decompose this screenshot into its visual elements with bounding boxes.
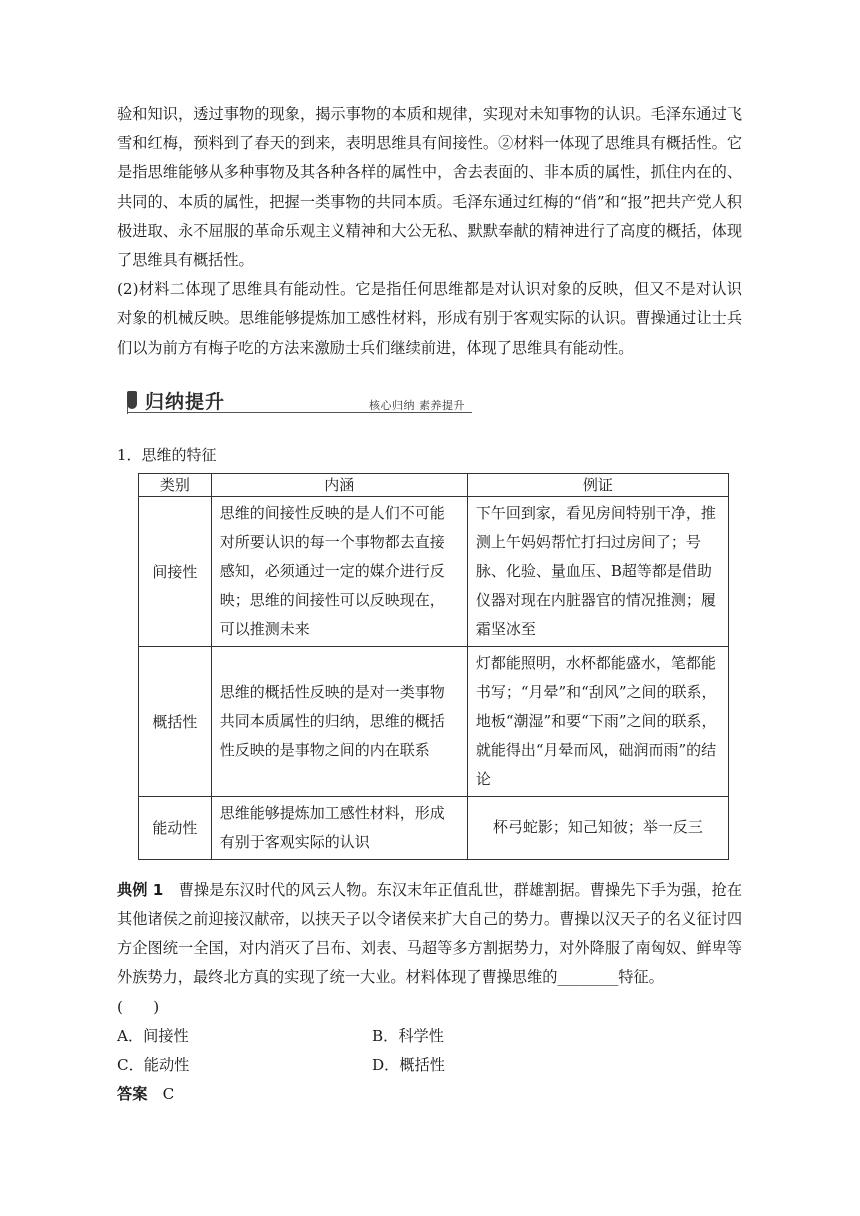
row-category: 间接性 — [139, 496, 212, 646]
row-category: 能动性 — [139, 796, 212, 859]
list-heading: 1．思维的特征 — [117, 445, 217, 464]
row-example: 灯都能照明，水杯都能盛水，笔都能书写；“月晕”和“刮风”之间的联系，地板“潮湿”和要“下雨”之间的联系，就能得出“月晕而风，础润而雨”的结论 — [475, 653, 717, 788]
answer-value: C — [162, 1084, 175, 1103]
table-header-row — [139, 473, 729, 496]
header-example: 例证 — [467, 473, 728, 496]
row-example: 下午回到家，看见房间特别干净，推测上午妈妈帮忙打扫过房间了；号脉、化验、量血压、B超等都是借助仪器对现在内脏器官的情况推测；履霜坚冰至 — [475, 503, 716, 638]
option-a[interactable]: A．间接性 — [117, 1026, 189, 1045]
row-meaning: 思维的间接性反映的是人们不可能对所要认识的每一个事物都去直接感知，必须通过一定的媒介进行反映；思维的间接性可以反映现在，可以推测未来 — [219, 503, 445, 638]
table-row — [139, 496, 729, 646]
example-label: 典例 1 — [117, 880, 164, 899]
header-meaning: 内涵 — [211, 473, 467, 496]
pen-icon — [127, 391, 137, 409]
answer-label: 答案 — [117, 1084, 148, 1103]
row-meaning: 思维能够提炼加工感性材料，形成有别于客观实际的认识 — [219, 803, 445, 851]
row-category: 概括性 — [139, 646, 212, 796]
table-row — [139, 646, 729, 796]
section-header — [117, 387, 742, 421]
intro-paragraph-1: 验和知识，透过事物的现象，揭示事物的本质和规律，实现对未知事物的认识。毛泽东通过飞雪和红梅，预料到了春天的到来，表明思维具有间接性。②材料一体现了思维具有概括性。它是指思维能够从多种事物及其各种各样的属性中，舍去表面的、非本质的属性，抓住内在的、共同的、本质的属性，把握一类事物的共同本质。毛泽东通过红梅的“俏”和“报”把共产党人积极进取、永不屈服的革命乐观主义精神和大公无私、默默奉献的精神进行了高度的概括，体现了思维具有概括性。 — [117, 105, 742, 270]
answer-bracket: ( ) — [117, 997, 160, 1016]
example-text: 曹操是东汉时代的风云人物。东汉末年正值乱世，群雄割据。曹操先下手为强，抢在其他诸侯之前迎接汉献帝，以挟天子以令诸侯来扩大自己的势力。曹操以汉天子的名义征讨四方企图统一全国，对内消灭了吕布、刘表、马超等多方割据势力，对外降服了南匈奴、鲜卑等外族势力，最终北方真的实现了统一大业。材料体现了曹操思维的________特征。 — [117, 880, 743, 987]
option-b[interactable]: B．科学性 — [372, 1026, 444, 1045]
row-meaning: 思维的概括性反映的是对一类事物共同本质属性的归纳，思维的概括性反映的是事物之间的内在联系 — [219, 682, 445, 759]
features-table — [138, 473, 729, 860]
document-page — [117, 100, 742, 1109]
section-subtitle: 核心归纳 素养提升 — [369, 398, 465, 412]
answer-line — [117, 1080, 742, 1109]
intro-paragraph-2: (2)材料二体现了思维具有能动性。它是指任何思维都是对认识对象的反映，但又不是对认识对象的机械反映。思维能够提炼加工感性材料，形成有别于客观实际的认识。曹操通过让士兵们以为前方有梅子吃的方法来激励士兵们继续前进，体现了思维具有能动性。 — [117, 280, 742, 357]
section-title: 归纳提升 — [145, 390, 226, 413]
header-category: 类别 — [139, 473, 212, 496]
example-question — [117, 876, 742, 993]
row-example: 杯弓蛇影；知己知彼；举一反三 — [492, 818, 703, 837]
table-row — [139, 796, 729, 859]
option-d[interactable]: D．概括性 — [372, 1055, 445, 1074]
options-block — [117, 1022, 742, 1080]
option-c[interactable]: C．能动性 — [117, 1055, 190, 1074]
